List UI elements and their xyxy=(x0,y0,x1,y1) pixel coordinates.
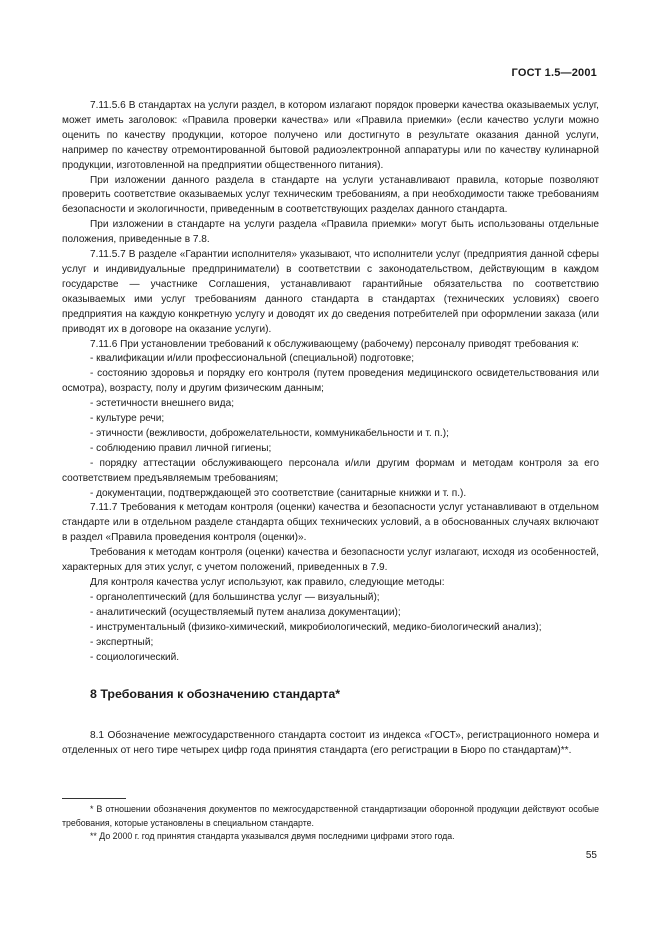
list-item: - эстетичности внешнего вида; xyxy=(90,398,234,410)
page-number: 55 xyxy=(585,850,597,861)
paragraph: Для контроля качества услуг используют, как правило, следующие методы: xyxy=(90,577,445,588)
paragraph: При изложении данного раздела в стандарте на услуги устанавливают правила, которые позволяют проверить соответствие оказываемых услуг техническим требованиям, а при необходимости также требованиям безопасности и экологичности, приведенным в соответствующих разделах данного стандарта. xyxy=(62,174,599,216)
standard-header: ГОСТ 1.5—2001 xyxy=(511,67,597,79)
paragraph: 7.11.6 При установлении требований к обслуживающему (рабочему) персоналу приводят требования к: xyxy=(90,338,579,350)
list-item: - порядку аттестации обслуживающего персонала и/или другим формам и методам контроля за его соответствием предъявляемым требованиям; xyxy=(62,457,599,484)
list-item: - аналитический (осуществляемый путем анализа документации); xyxy=(90,606,401,618)
paragraph: 7.11.5.6 В стандартах на услуги раздел, в котором излагают порядок проверки качества оказываемых услуг, может иметь заголовок: «Правила проверки качества» или «Правила приемки» (если качество услуги можно оценить по качеству продукции, которое получено или достигнуто в результате оказания данной услуги, например по качеству отремонтированной бытовой радиоэлектронной аппаратуры или по качеству кулинарной продукции, изготовленной на предприятии общественного питания). xyxy=(62,100,599,171)
list-item: - культуре речи; xyxy=(90,413,165,425)
body-text xyxy=(62,99,599,665)
footnote: ** До 2000 г. год принятия стандарта указывался двумя последними цифрами этого года. xyxy=(90,831,455,842)
list-item: - этичности (вежливости, доброжелательности, коммуникабельности и т. п.); xyxy=(90,427,449,439)
paragraph: При изложении в стандарте на услуги раздела «Правила приемки» могут быть использованы отдельные положения, приведенные в 7.8. xyxy=(62,219,599,246)
footnote: * В отношении обозначения документов по межгосударственной стандартизации оборонной продукции действуют особые требования, которые установлены в специальном стандарте. xyxy=(62,804,599,828)
section-body xyxy=(62,729,599,759)
paragraph: 7.11.5.7 В разделе «Гарантии исполнителя» указывают, что исполнители услуг (предприятия данной сферы услуг и индивидуальные предприниматели) в соответствии с законодательством, действующим в каждом государстве — участнике Соглашения, устанавливают гарантийные обязательства по соответствию оказываемых ими услуг требованиям данного стандарта в стандартах (технических условиях) своего предприятия на каждую конкретную услугу и доводят их до сведения потребителей при оформлении заказа (или приводят их в договоре на оказание услуги). xyxy=(62,249,599,335)
paragraph: 7.11.7 Требования к методам контроля (оценки) качества и безопасности услуг устанавливают в отдельном стандарте или в отдельном разделе стандарта общих технических условий, а в обоснованных случаях включают в раздел «Правила проведения контроля (оценки)». xyxy=(62,502,599,544)
list-item: - инструментальный (физико-химический, микробиологический, медико-биологический анализ); xyxy=(90,621,542,633)
section-heading: 8 Требования к обозначению стандарта* xyxy=(90,687,341,701)
list-item: - квалификации и/или профессиональной (специальной) подготовке; xyxy=(90,353,415,365)
list-item: - документации, подтверждающей это соответствие (санитарные книжки и т. п.). xyxy=(90,487,467,499)
list-item: - органолептический (для большинства услуг — визуальный); xyxy=(90,591,380,603)
footnote-divider xyxy=(62,798,126,799)
paragraph: 8.1 Обозначение межгосударственного стандарта состоит из индекса «ГОСТ», регистрационного номера и отделенных от него тире четырех цифр года принятия стандарта (его регистрации в Бюро по стандартам)**. xyxy=(62,730,599,756)
list-item: - социологический. xyxy=(90,651,180,663)
list-item: - соблюдению правил личной гигиены; xyxy=(90,442,272,454)
list-item: - экспертный; xyxy=(90,636,154,648)
footnotes xyxy=(62,803,599,844)
list-item: - состоянию здоровья и порядку его контроля (путем проведения медицинского освидетельствования или осмотра), возрасту, полу и другим физическим данным; xyxy=(62,368,599,395)
paragraph: Требования к методам контроля (оценки) качества и безопасности услуг излагают, исходя из особенностей, характерных для этих услуг, с учетом положений, приведенных в 7.9. xyxy=(62,547,599,574)
